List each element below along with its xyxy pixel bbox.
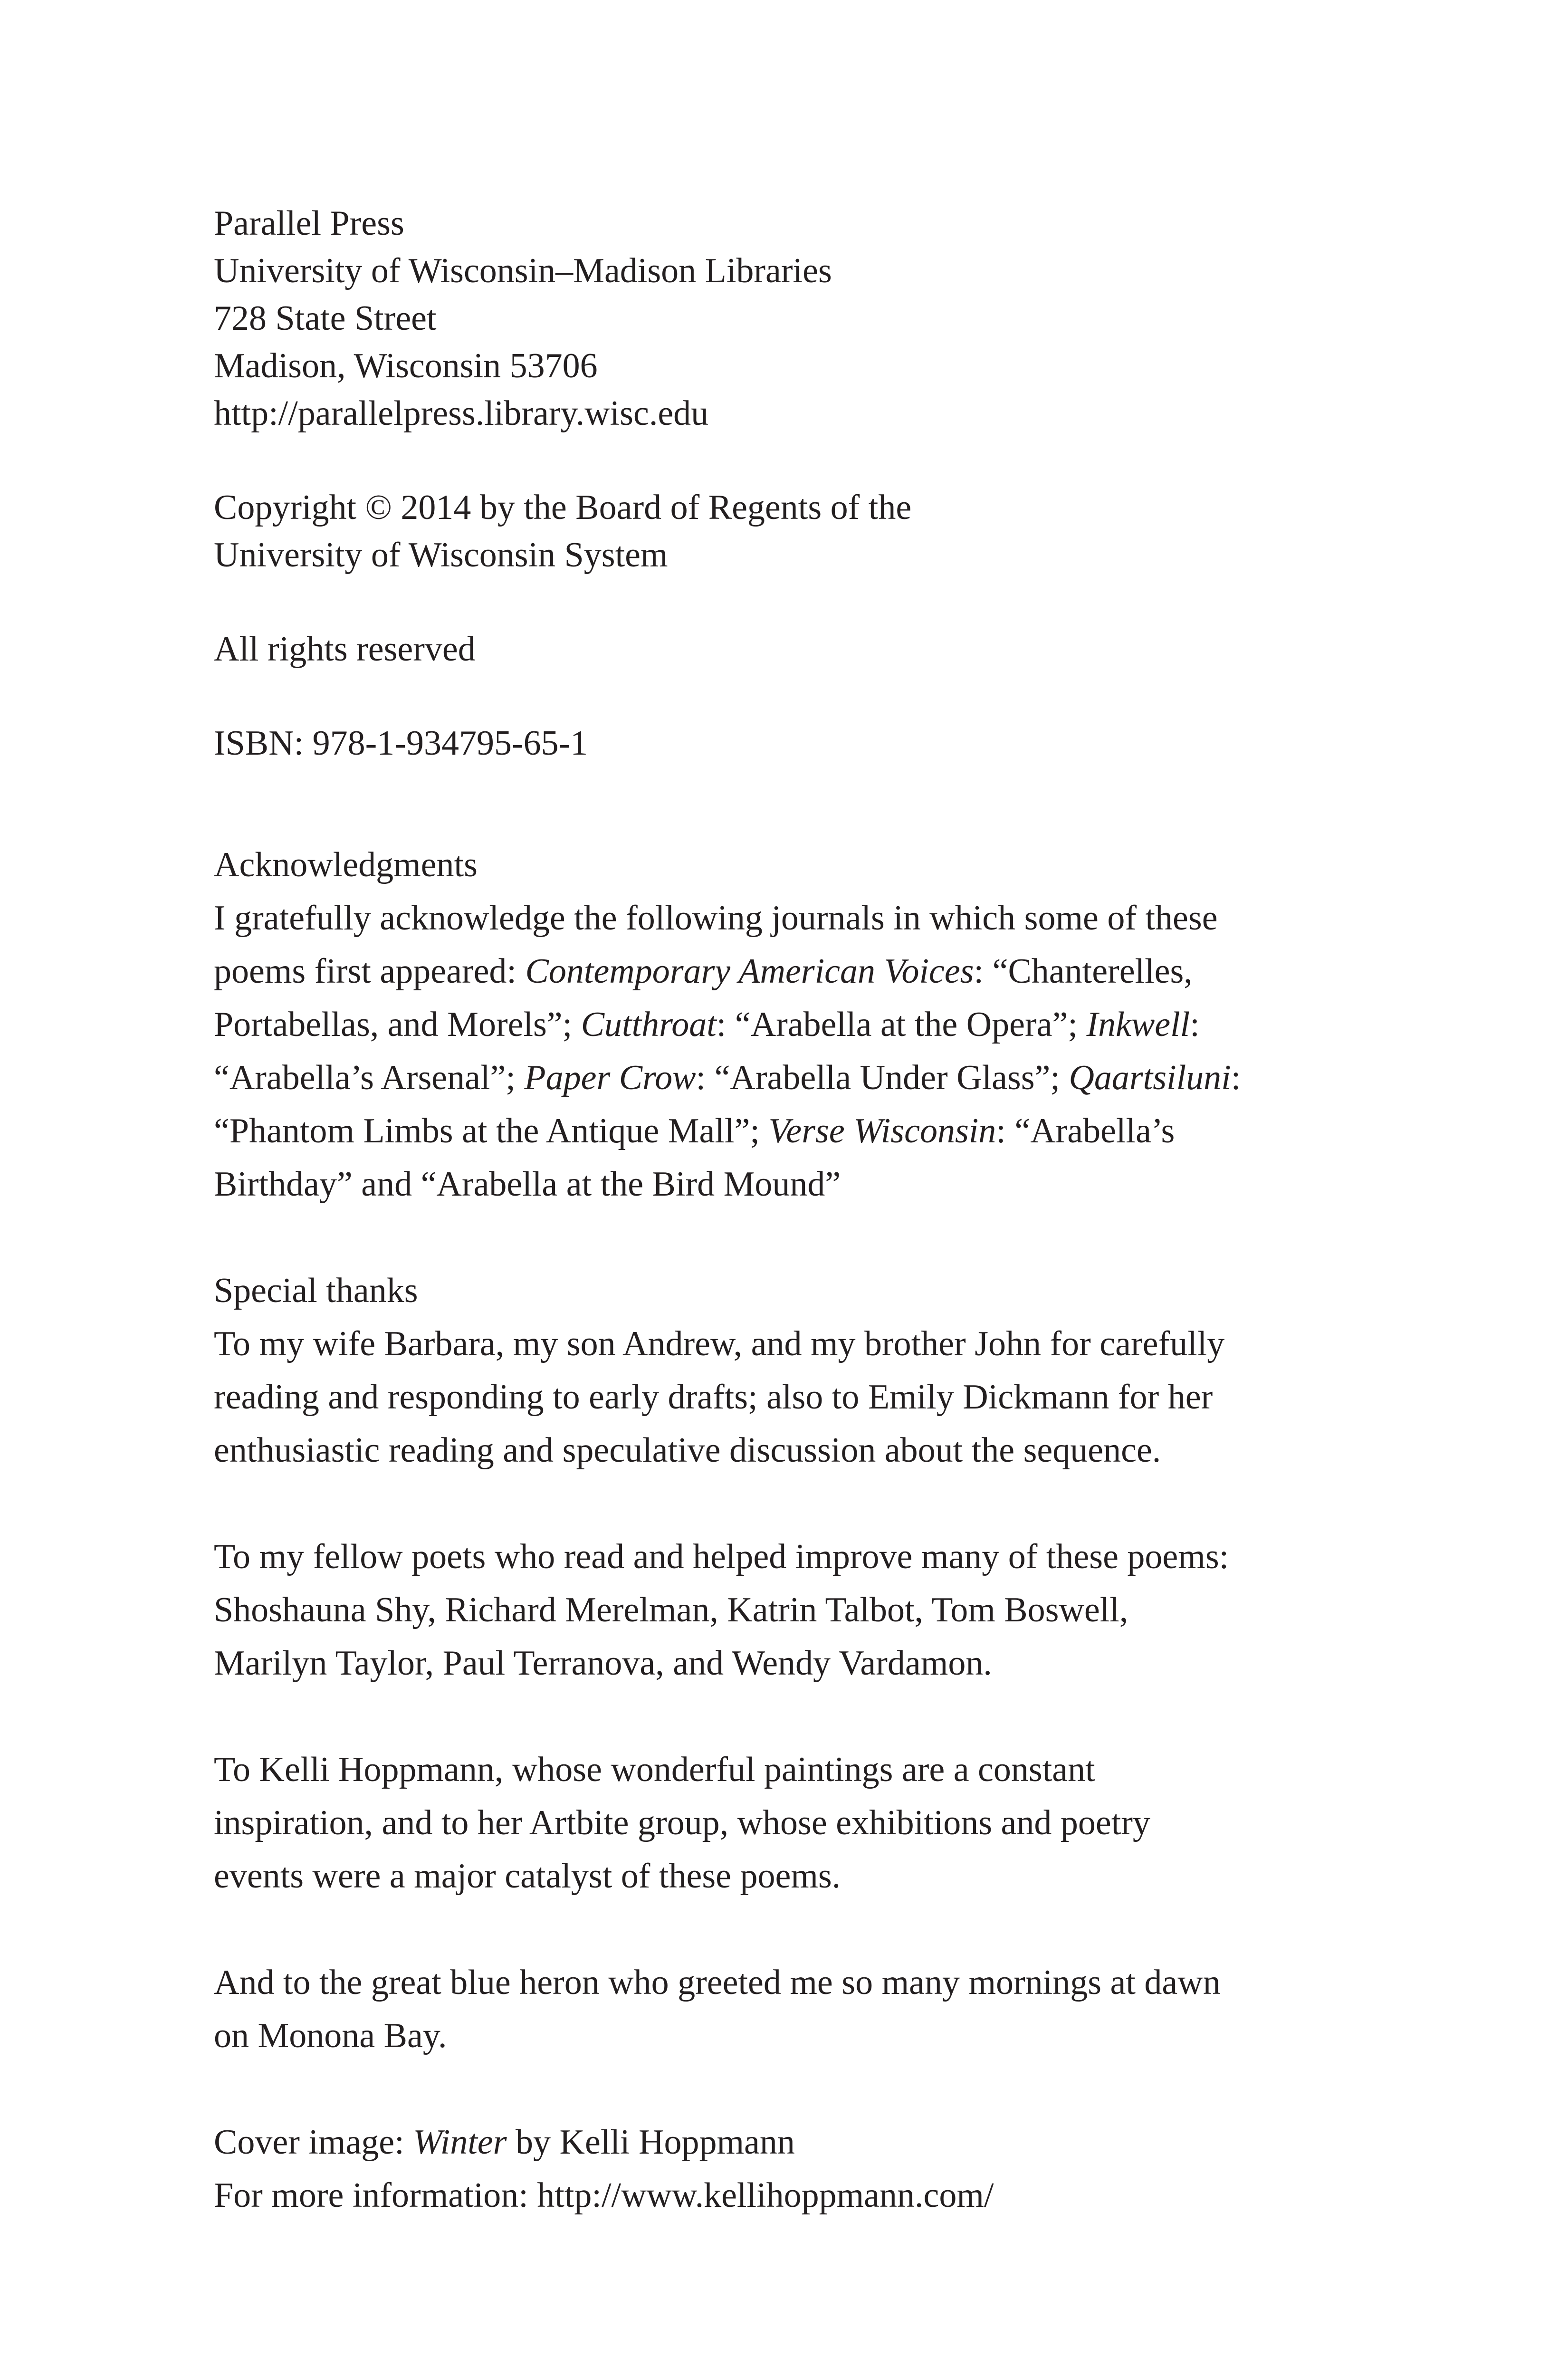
copyright-block xyxy=(214,484,1364,579)
spacer xyxy=(214,579,1364,625)
journal-title: Cutthroat xyxy=(581,1005,717,1044)
text-run: : “Arabella at the Opera”; xyxy=(716,1005,1087,1044)
journal-title: Verse Wisconsin xyxy=(768,1111,996,1150)
thanks-line: And to the great blue heron who greeted me so many mornings at dawn xyxy=(214,1963,1221,2002)
cover-more-info: For more information: http://www.kellihoppmann.com/ xyxy=(214,2176,994,2215)
spacer xyxy=(214,437,1364,484)
spacer xyxy=(214,1690,1364,1743)
text-run: : “Arabella Under Glass”; xyxy=(696,1058,1069,1097)
journal-title: Contemporary American Voices xyxy=(525,952,974,991)
spacer xyxy=(214,1903,1364,1956)
text-run: : xyxy=(1231,1058,1241,1097)
text-run: by Kelli Hoppmann xyxy=(507,2123,795,2162)
publisher-institution: University of Wisconsin–Madison Libraries xyxy=(214,251,832,290)
spacer xyxy=(214,2062,1364,2116)
text-run: Cover image: xyxy=(214,2123,413,2162)
journal-title: Qaartsiluni xyxy=(1069,1058,1231,1097)
spacer xyxy=(214,1477,1364,1530)
thanks-line: enthusiastic reading and speculative discussion about the sequence. xyxy=(214,1431,1161,1470)
rights-statement: All rights reserved xyxy=(214,630,476,669)
isbn: ISBN: 978-1-934795-65-1 xyxy=(214,724,588,763)
acknowledgments-line xyxy=(214,1051,1364,1104)
publisher-name: Parallel Press xyxy=(214,204,404,243)
acknowledgments-block xyxy=(214,838,1364,1211)
spacer xyxy=(214,767,1364,838)
thanks-line: Marilyn Taylor, Paul Terranova, and Wendy Vardamon. xyxy=(214,1644,992,1683)
publisher-street: 728 State Street xyxy=(214,299,437,338)
thanks-heron-paragraph xyxy=(214,1956,1364,2062)
cover-image-credit xyxy=(214,2116,1364,2169)
acknowledgments-line xyxy=(214,998,1364,1051)
copyright-line-2: University of Wisconsin System xyxy=(214,536,668,575)
cover-credit-block xyxy=(214,2116,1364,2222)
acknowledgments-line xyxy=(214,945,1364,998)
thanks-poets-paragraph xyxy=(214,1530,1364,1690)
thanks-line: To my fellow poets who read and helped improve many of these poems: xyxy=(214,1537,1229,1576)
acknowledgments-heading: Acknowledgments xyxy=(214,845,478,884)
copyright-page xyxy=(214,200,1364,2222)
copyright-line-1: Copyright © 2014 by the Board of Regents of the xyxy=(214,488,912,527)
journal-title: Paper Crow xyxy=(524,1058,696,1097)
text-run: Portabellas, and Morels”; xyxy=(214,1005,581,1044)
thanks-line: reading and responding to early drafts; also to Emily Dickmann for her xyxy=(214,1378,1213,1417)
text-run: “Phantom Limbs at the Antique Mall”; xyxy=(214,1111,769,1150)
acknowledgments-line xyxy=(214,1104,1364,1158)
text-run: “Arabella’s Arsenal”; xyxy=(214,1058,525,1097)
spacer xyxy=(214,673,1364,719)
thanks-line: Shoshauna Shy, Richard Merelman, Katrin Talbot, Tom Boswell, xyxy=(214,1590,1128,1629)
journal-title: Inkwell xyxy=(1086,1005,1190,1044)
acknowledgments-line: Birthday” and “Arabella at the Bird Mound” xyxy=(214,1165,841,1204)
text-run: : “Chanterelles, xyxy=(974,952,1193,991)
thanks-artist-paragraph xyxy=(214,1743,1364,1903)
special-thanks-heading: Special thanks xyxy=(214,1271,418,1310)
thanks-line: To my wife Barbara, my son Andrew, and my brother John for carefully xyxy=(214,1324,1225,1363)
text-run: : xyxy=(1190,1005,1200,1044)
publisher-url: http://parallelpress.library.wisc.edu xyxy=(214,394,709,433)
publisher-block xyxy=(214,200,1364,437)
text-run: poems first appeared: xyxy=(214,952,526,991)
spacer xyxy=(214,1211,1364,1264)
thanks-line: on Monona Bay. xyxy=(214,2016,447,2055)
special-thanks-block xyxy=(214,1264,1364,1477)
acknowledgments-line: I gratefully acknowledge the following journals in which some of these xyxy=(214,899,1218,938)
thanks-line: To Kelli Hoppmann, whose wonderful paintings are a constant xyxy=(214,1750,1095,1789)
thanks-line: inspiration, and to her Artbite group, whose exhibitions and poetry xyxy=(214,1803,1150,1842)
publisher-city: Madison, Wisconsin 53706 xyxy=(214,346,598,385)
text-run: : “Arabella’s xyxy=(996,1111,1175,1150)
thanks-line: events were a major catalyst of these poems. xyxy=(214,1857,841,1896)
cover-title: Winter xyxy=(413,2123,507,2162)
